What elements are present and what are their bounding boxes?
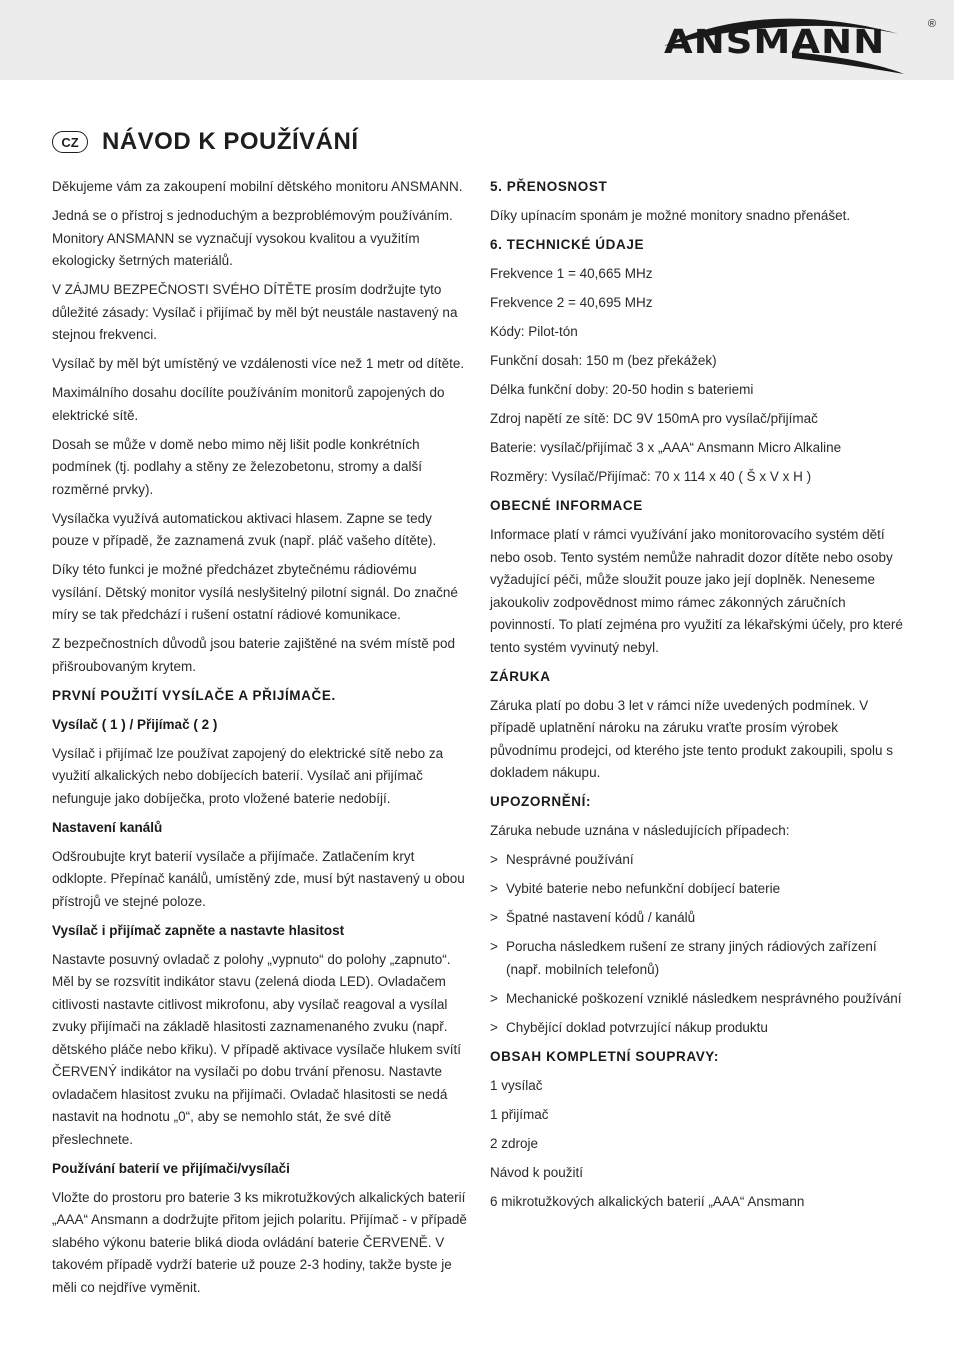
spec-item: Kódy: Pilot-tón bbox=[490, 324, 578, 339]
paragraph: Dosah se může v domě nebo mimo něj lišit podle konkrétních podmínek (tj. podlahy a stěny ze železobetonu, stromy a další rozměrné prvky). bbox=[52, 436, 422, 497]
spec-item: Funkční dosah: 150 m (bez překážek) bbox=[490, 353, 717, 368]
paragraph: Odšroubujte kryt baterií vysílače a přijímače. Zatlačením kryt odklopte. Přepínač kanálů, umístěný zde, musí být nastavený u obou přístrojů ve stejné poloze. bbox=[52, 848, 465, 909]
bullet-mark: > bbox=[490, 939, 498, 954]
subheading: Nastavení kanálů bbox=[52, 819, 163, 835]
title-row bbox=[52, 128, 359, 156]
subheading: Vysílač i přijímač zapněte a nastavte hlasitost bbox=[52, 922, 345, 938]
paragraph: Vysílač by měl být umístěný ve vzdálenosti více než 1 metr od dítěte. bbox=[52, 356, 465, 371]
page-title: NÁVOD K POUŽÍVÁNÍ bbox=[102, 128, 359, 155]
section-heading: PRVNÍ POUŽITÍ VYSÍLAČE A PŘIJÍMAČE. bbox=[52, 687, 336, 703]
list-item-text: Porucha následkem rušení ze strany jiných rádiových zařízení (např. mobilních telefonů) bbox=[506, 939, 877, 977]
spec-item: Délka funkční doby: 20-50 hodin s bateriemi bbox=[490, 382, 754, 397]
spec-item: Rozměry: Vysílač/Přijímač: 70 x 114 x 40 ( Š x V x H ) bbox=[490, 469, 812, 484]
list-item bbox=[490, 907, 905, 930]
bullet-mark: > bbox=[490, 910, 498, 925]
paragraph: Díky upínacím sponám je možné monitory snadno přenášet. bbox=[490, 208, 851, 223]
bullet-mark: > bbox=[490, 1019, 498, 1035]
paragraph: Vysílač i přijímač lze používat zapojený do elektrické sítě nebo za využití alkalických nebo dobíjecích baterií. Vysílač ani přijímač nefunguje jako dobíječka, proto vložené baterie nedobíjí. bbox=[52, 745, 444, 806]
subheading: Používání baterií ve přijímači/vysílači bbox=[52, 1160, 290, 1176]
header-band bbox=[0, 0, 954, 80]
left-column bbox=[52, 176, 467, 1306]
section-heading: OBSAH KOMPLETNÍ SOUPRAVY: bbox=[490, 1048, 720, 1064]
section-heading: UPOZORNĚNÍ: bbox=[490, 794, 592, 809]
spec-item: Frekvence 1 = 40,665 MHz bbox=[490, 266, 653, 281]
spec-item: Frekvence 2 = 40,695 MHz bbox=[490, 295, 653, 310]
paragraph: Záruka nebude uznána v následujících případech: bbox=[490, 823, 790, 838]
paragraph: Nastavte posuvný ovladač z polohy „vypnuto“ do polohy „zapnuto“. Měl by se rozsvítit indikátor stavu (zelená dioda LED). Ovladačem citlivosti nastavte citlivost mikrofonu, aby vysílač reagoval a vysílal zvuky přijímači na základě hlasitosti zaznamenaného zvuku (např. dětského pláče nebo křiku). V případě aktivace vysílače hlukem svítí ČERVENÝ indikátor na vysílači po dobu trvání přenosu. Nastavte ovladačem hlasitost zvuku na přijímači. Ovladač hlasitosti se nedá nastavit na hodnotu „0“, aby se nemohlo stát, že své dítě přeslechnete. bbox=[52, 951, 461, 1147]
paragraph: Vložte do prostoru pro baterie 3 ks mikrotužkových alkalických baterií „AAA“ Ansmann a dodržujte přitom jejich polaritu. Přijímač - v případě slabého výkonu baterie bliká dioda ovládání baterie ČERVENĚ. V takovém případě vydrží baterie už pouze 2-3 hodiny, takže byste je měli co nejdříve vyměnit. bbox=[52, 1189, 467, 1295]
paragraph: Záruka platí po dobu 3 let v rámci níže uvedených podmínek. V případě uplatnění nároku na záruku vraťte prosím výrobek původnímu prodejci, od kterého jste tento produkt zakoupili, spolu s dokladem nákupu. bbox=[490, 697, 893, 780]
section-heading: 5. PŘENOSNOST bbox=[490, 179, 608, 194]
section-heading: 6. TECHNICKÉ ÚDAJE bbox=[490, 237, 645, 252]
paragraph: Děkujeme vám za zakoupení mobilní dětského monitoru ANSMANN. bbox=[52, 179, 463, 194]
paragraph: Vysílačka využívá automatickou aktivaci hlasem. Zapne se tedy pouze v případě, že zaznamená zvuk (např. pláč vašeho dítěte). bbox=[52, 510, 437, 548]
list-item bbox=[490, 878, 905, 901]
logo-text: ANSMANN bbox=[664, 22, 886, 61]
registered-mark: ® bbox=[927, 18, 936, 30]
paragraph: V ZÁJMU BEZPEČNOSTI SVÉHO DÍTĚTE prosím dodržujte tyto důležité zásady: Vysílač i přijímač by měl být neustále nastavený na stejnou frekvenci. bbox=[52, 282, 458, 342]
list-item bbox=[490, 849, 905, 872]
section-heading: ZÁRUKA bbox=[490, 668, 551, 684]
section-heading: OBECNÉ INFORMACE bbox=[490, 498, 643, 513]
paragraph: Informace platí v rámci využívání jako monitorovacího systém dětí nebo osob. Tento systém nemůže nahradit dozor dítěte nebo osoby vyžadující péči, může sloužit pouze jako její doplněk. Neneseme jakoukoliv zodpovědnost mimo rámec zákonných záručních povinností. To platí zejména pro využití za lékařskými účely, pro které tento systém vyvinutý nebyl. bbox=[490, 527, 903, 655]
contents-item: 1 vysílač bbox=[490, 1077, 543, 1093]
list-item-text: Chybějící doklad potvrzující nákup produktu bbox=[506, 1019, 768, 1035]
bullet-mark: > bbox=[490, 881, 498, 896]
list-item-text: Vybité baterie nebo nefunkční dobíjecí baterie bbox=[506, 881, 781, 896]
ansmann-logo bbox=[664, 12, 934, 74]
list-item bbox=[490, 988, 905, 1011]
list-item bbox=[490, 936, 905, 981]
paragraph: Z bezpečnostních důvodů jsou baterie zajištěné na svém místě pod přišroubovaným krytem. bbox=[52, 636, 455, 674]
spec-item: Zdroj napětí ze sítě: DC 9V 150mA pro vysílač/přijímač bbox=[490, 411, 818, 426]
list-item-text: Mechanické poškození vzniklé následkem nesprávného používání bbox=[506, 990, 902, 1006]
right-column bbox=[490, 176, 905, 1220]
language-badge: CZ bbox=[52, 131, 88, 153]
contents-item: Návod k použití bbox=[490, 1164, 584, 1180]
contents-item: 2 zdroje bbox=[490, 1135, 539, 1151]
list-item-text: Nesprávné používání bbox=[506, 852, 634, 867]
bullet-mark: > bbox=[490, 990, 498, 1006]
subheading: Vysílač ( 1 ) / Přijímač ( 2 ) bbox=[52, 716, 218, 732]
bullet-mark: > bbox=[490, 852, 498, 867]
paragraph: Maximálního dosahu docílíte používáním monitorů zapojených do elektrické sítě. bbox=[52, 385, 445, 423]
contents-item: 1 přijímač bbox=[490, 1106, 549, 1122]
paragraph: Díky této funkci je možné předcházet zbytečnému rádiovému vysílání. Dětský monitor vysílá neslyšitelný pilotní signál. Do značné míry se tak předchází i rušení ostatní rádiové komunikace. bbox=[52, 562, 458, 622]
list-item-text: Špatné nastavení kódů / kanálů bbox=[506, 910, 696, 925]
contents-item: 6 mikrotužkových alkalických baterií „AAA“ Ansmann bbox=[490, 1193, 805, 1209]
paragraph: Jedná se o přístroj s jednoduchým a bezproblémovým používáním. Monitory ANSMANN se vyznačují vysokou kvalitou a využitím ekologicky šetrných materiálů. bbox=[52, 208, 453, 268]
list-item bbox=[490, 1017, 905, 1040]
spec-item: Baterie: vysílač/přijímač 3 x „AAA“ Ansmann Micro Alkaline bbox=[490, 440, 842, 455]
